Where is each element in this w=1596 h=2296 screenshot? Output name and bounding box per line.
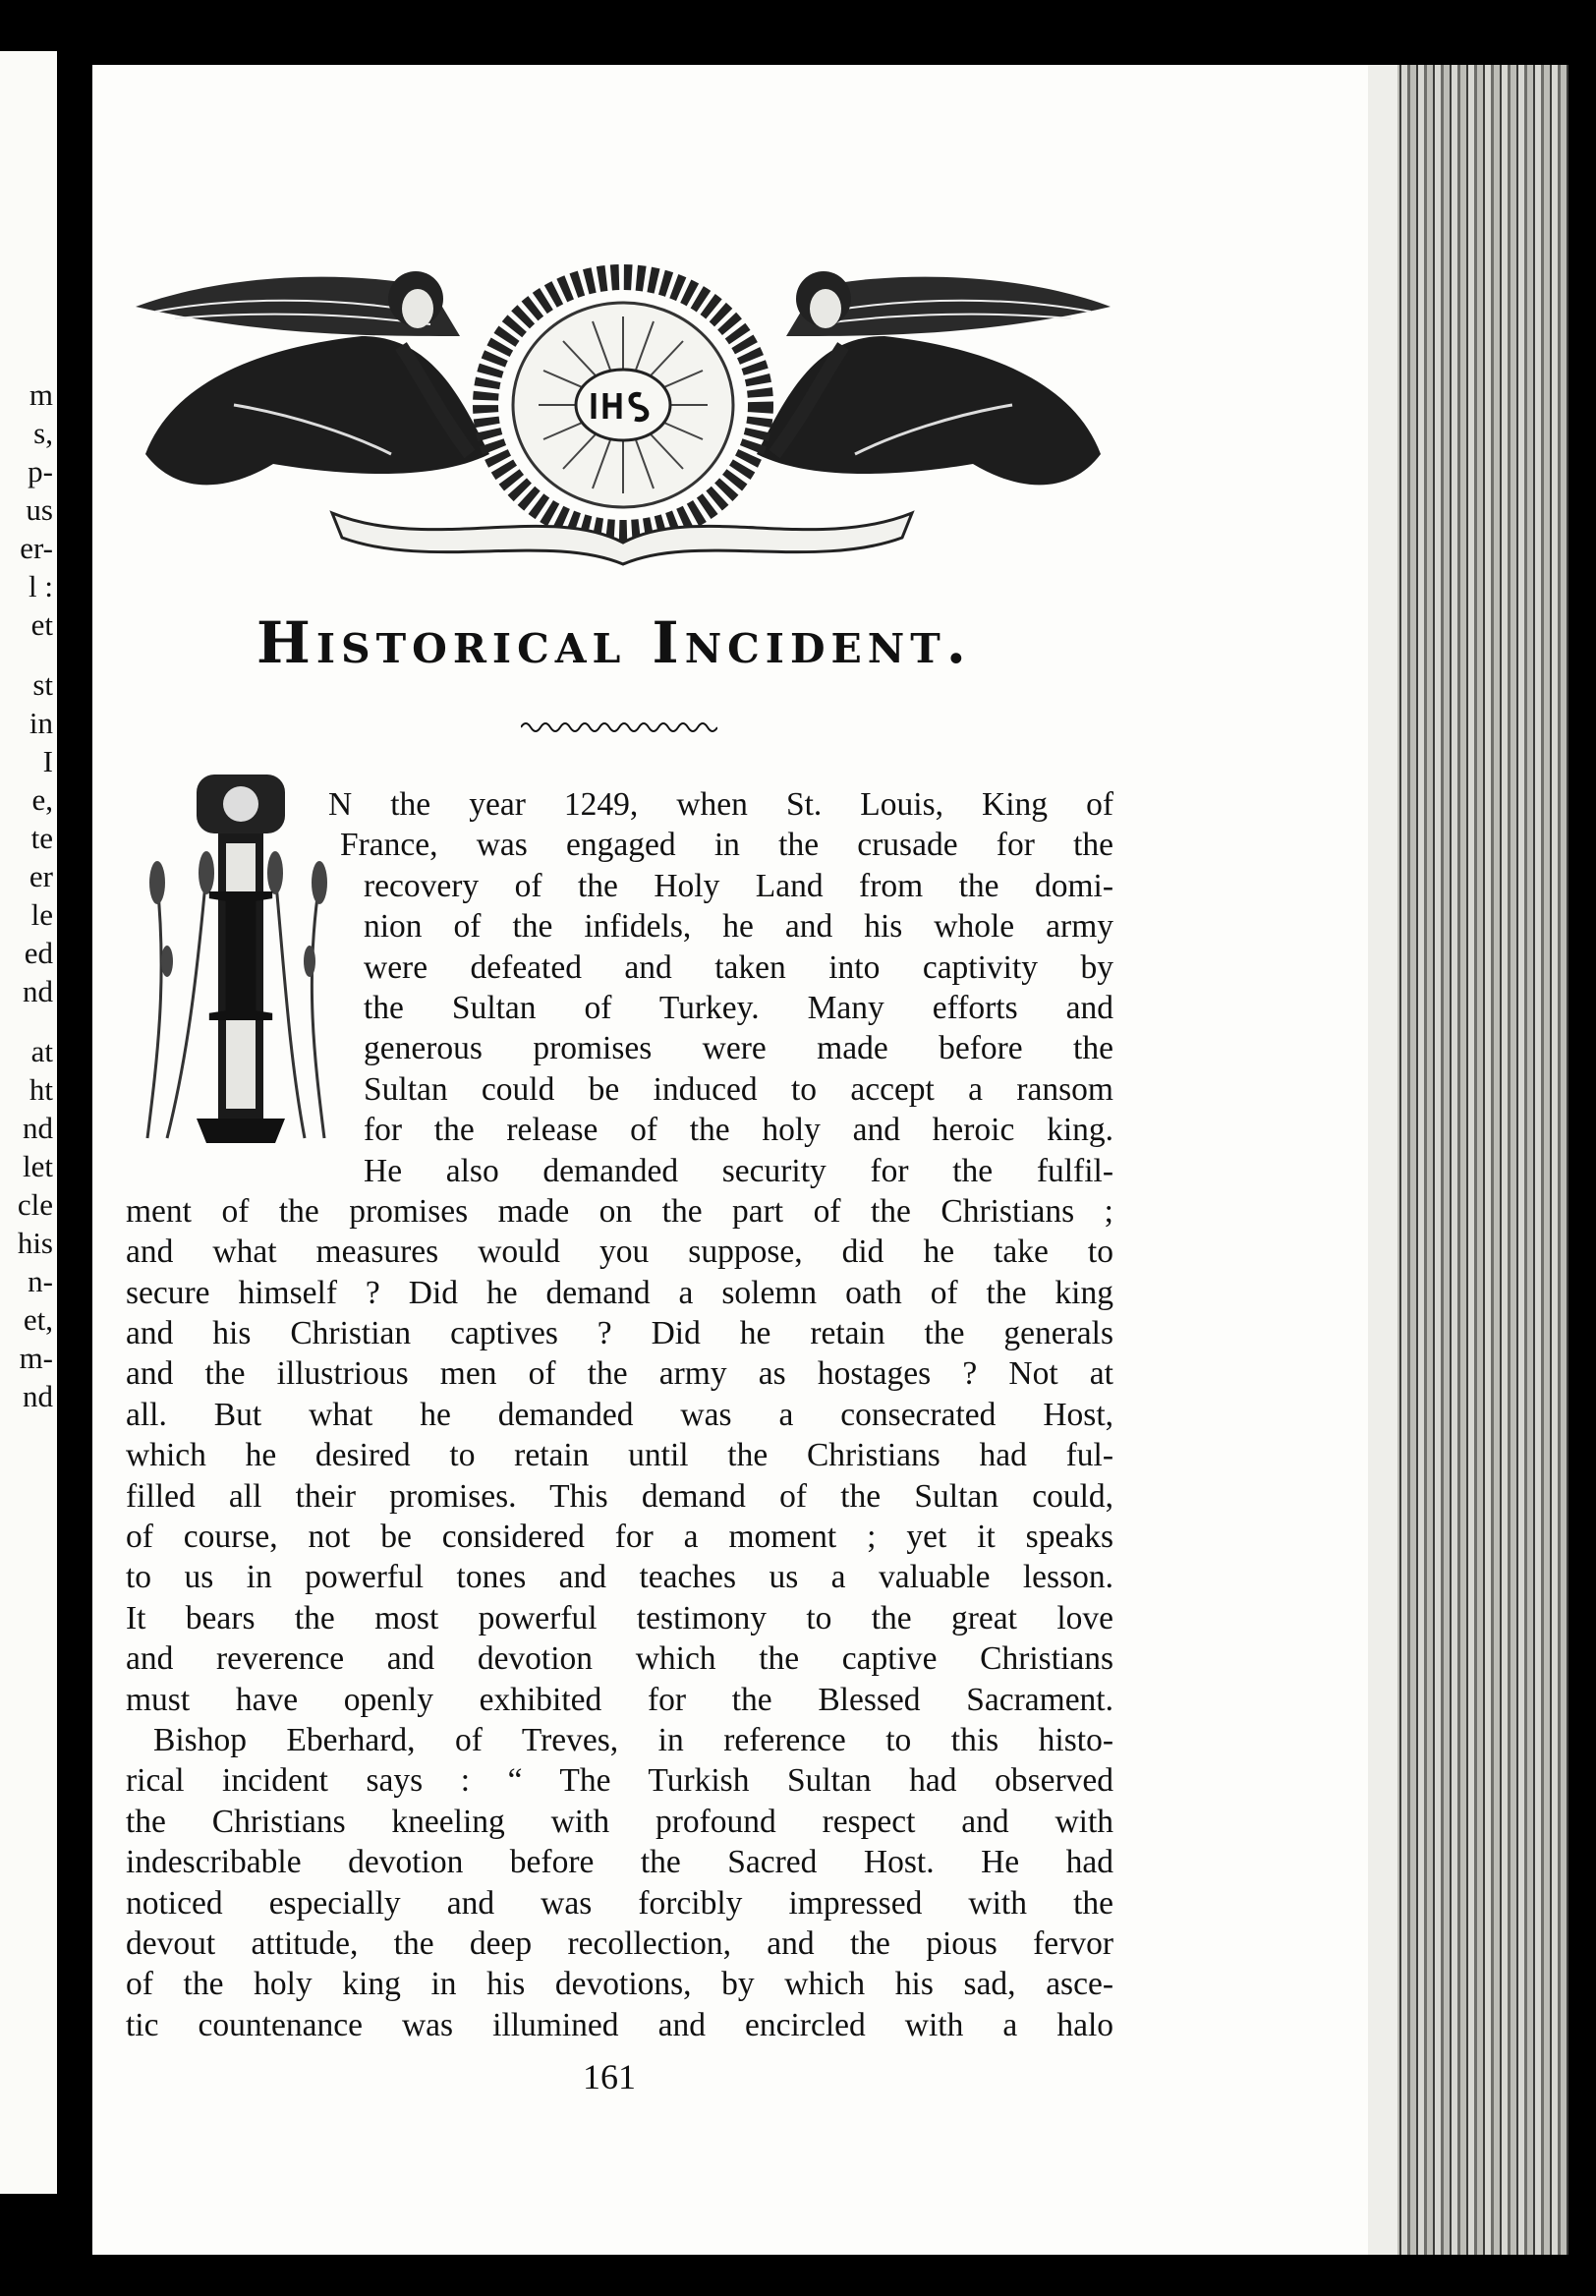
text-line: and the illustrious men of the army as hostages ? Not at	[126, 1355, 1113, 1393]
text-line: rical incident says : “ The Turkish Sultan had observed	[126, 1762, 1113, 1800]
left-fragment: er-	[20, 531, 53, 565]
left-fragment: p-	[28, 454, 53, 488]
text-line: the Sultan of Turkey. Many efforts and	[364, 989, 1113, 1026]
text-line: must have openly exhibited for the Blessed Sacrament.	[126, 1681, 1113, 1718]
left-fragment: st	[32, 667, 53, 702]
left-fragment: e,	[31, 782, 53, 817]
text-line: Sultan could be induced to accept a ransom	[364, 1070, 1113, 1108]
text-line: secure himself ? Did he demand a solemn oath of the king	[126, 1274, 1113, 1311]
text-line: for the release of the holy and heroic king.	[364, 1112, 1113, 1149]
left-fragment: nd	[23, 974, 53, 1008]
text-line: recovery of the Holy Land from the domi-	[364, 867, 1113, 904]
text-line: tic countenance was illumined and encircled with a halo	[126, 2006, 1113, 2043]
drop-cap-letter: I	[202, 846, 279, 1063]
left-fragment: us	[26, 492, 53, 527]
text-line: indescribable devotion before the Sacred Host. He had	[126, 1844, 1113, 1881]
left-fragment-gap	[0, 644, 57, 665]
left-fragment: te	[30, 821, 53, 855]
text-line: Bishop Eberhard, of Treves, in reference to this histo-	[153, 1721, 1113, 1758]
text-line: which he desired to retain until the Christians had ful-	[126, 1437, 1113, 1474]
left-fragment: le	[30, 897, 53, 932]
text-line: ment of the promises made on the part of the Christians ;	[126, 1192, 1113, 1230]
text-line: filled all their promises. This demand of the Sultan could,	[126, 1477, 1113, 1515]
page-number: 161	[583, 2057, 636, 2096]
text-line: noticed especially and was forcibly impressed with the	[126, 1884, 1113, 1922]
text-line: devout attitude, the deep recollection, and the pious fervor	[126, 1924, 1113, 1962]
wavy-rule-ornament	[521, 718, 717, 737]
left-fragment: m	[28, 377, 53, 412]
text-line: of course, not be considered for a moment ; yet it speaks	[126, 1519, 1113, 1556]
text-line: were defeated and taken into captivity by	[364, 948, 1113, 986]
left-fragment: ed	[24, 936, 53, 970]
left-fragment: et,	[23, 1302, 53, 1337]
text-line: generous promises were made before the	[364, 1030, 1113, 1067]
left-fragment: er	[28, 859, 53, 893]
left-fragment: ht	[28, 1072, 53, 1107]
left-fragment: his	[17, 1226, 53, 1260]
left-fragment: cle	[17, 1187, 53, 1222]
book-page-edges	[1368, 65, 1568, 2255]
left-fragment: at	[30, 1034, 53, 1068]
chapter-title: Historical Incident.	[256, 609, 972, 676]
left-fragment-gap	[0, 1010, 57, 1032]
text-line: It bears the most powerful testimony to the great love	[126, 1599, 1113, 1636]
left-fragment: s,	[33, 416, 53, 450]
left-fragment: I	[42, 744, 53, 778]
text-line: and reverence and devotion which the captive Christians	[126, 1640, 1113, 1678]
left-fragment: m-	[19, 1341, 53, 1375]
left-facing-page	[0, 51, 57, 2194]
text-line: all. But what he demanded was a consecrated Host,	[126, 1396, 1113, 1433]
text-line: He also demanded security for the fulfil-	[364, 1152, 1113, 1189]
text-line: to us in powerful tones and teaches us a valuable lesson.	[126, 1559, 1113, 1596]
text-line: the Christians kneeling with profound respect and with	[126, 1803, 1113, 1840]
left-fragment: n-	[28, 1264, 53, 1298]
text-line: and his Christian captives ? Did he retain the generals	[126, 1315, 1113, 1352]
left-fragment: nd	[23, 1379, 53, 1413]
left-fragment: in	[28, 706, 53, 740]
angels-ihs-headpiece-illustration	[136, 258, 1111, 570]
left-fragment: let	[23, 1149, 53, 1183]
left-fragment: l :	[28, 569, 53, 603]
body-text	[126, 784, 1113, 2045]
left-page-text-fragments	[0, 375, 57, 1415]
text-line: and what measures would you suppose, did he take to	[126, 1234, 1113, 1271]
left-fragment: et	[30, 607, 53, 642]
text-line: of the holy king in his devotions, by which his sad, asce-	[126, 1966, 1113, 2003]
text-line: France, was engaged in the crusade for the	[340, 827, 1113, 864]
text-line: nion of the infidels, he and his whole army	[364, 908, 1113, 946]
text-line: N the year 1249, when St. Louis, King of	[328, 786, 1113, 823]
left-fragment: nd	[23, 1111, 53, 1145]
